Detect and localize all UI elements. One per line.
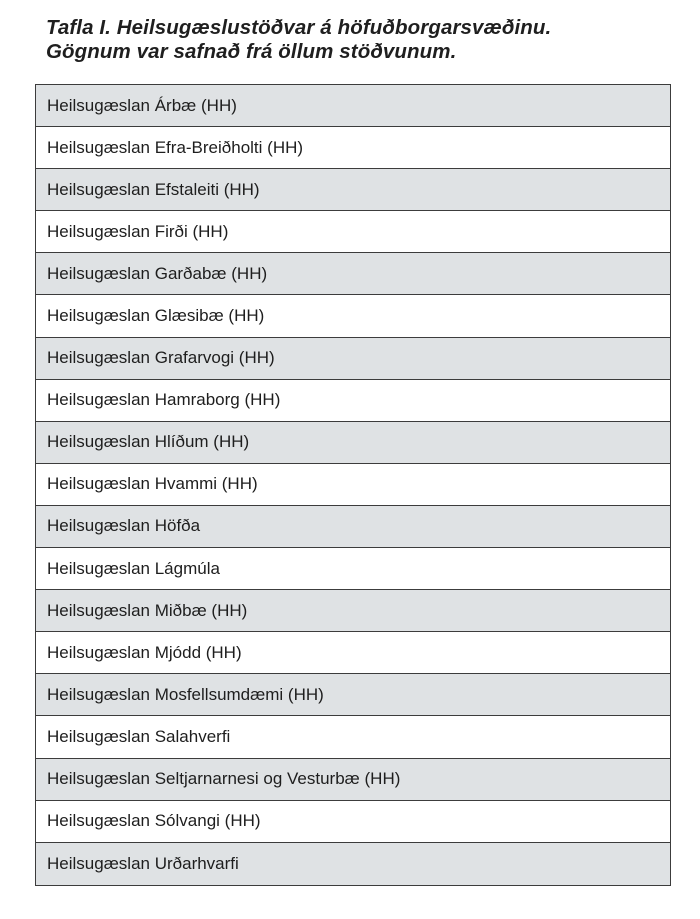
- table-caption: [46, 16, 686, 64]
- clinic-table: [35, 84, 671, 886]
- table-row: Heilsugæslan Urðarhvarfi: [36, 843, 670, 885]
- table-row: Heilsugæslan Efstaleiti (HH): [36, 169, 670, 211]
- table-row: Heilsugæslan Hamraborg (HH): [36, 380, 670, 422]
- table-row: Heilsugæslan Mjódd (HH): [36, 632, 670, 674]
- table-row: Heilsugæslan Efra-Breiðholti (HH): [36, 127, 670, 169]
- table-row: Heilsugæslan Salahverfi: [36, 716, 670, 758]
- table-row: Heilsugæslan Glæsibæ (HH): [36, 295, 670, 337]
- table-row: Heilsugæslan Hvammi (HH): [36, 464, 670, 506]
- table-row: Heilsugæslan Grafarvogi (HH): [36, 338, 670, 380]
- table-row: Heilsugæslan Mosfellsumdæmi (HH): [36, 674, 670, 716]
- table-row: Heilsugæslan Firði (HH): [36, 211, 670, 253]
- table-row: Heilsugæslan Seltjarnarnesi og Vesturbæ (HH): [36, 759, 670, 801]
- caption-line-1: Tafla I. Heilsugæslustöðvar á höfuðborgarsvæðinu.: [46, 16, 552, 39]
- table-row: Heilsugæslan Sólvangi (HH): [36, 801, 670, 843]
- table-row: Heilsugæslan Höfða: [36, 506, 670, 548]
- table-row: Heilsugæslan Hlíðum (HH): [36, 422, 670, 464]
- table-row: Heilsugæslan Árbæ (HH): [36, 85, 670, 127]
- table-row: Heilsugæslan Lágmúla: [36, 548, 670, 590]
- table-row: Heilsugæslan Miðbæ (HH): [36, 590, 670, 632]
- caption-line-2: Gögnum var safnað frá öllum stöðvunum.: [46, 40, 457, 63]
- table-row: Heilsugæslan Garðabæ (HH): [36, 253, 670, 295]
